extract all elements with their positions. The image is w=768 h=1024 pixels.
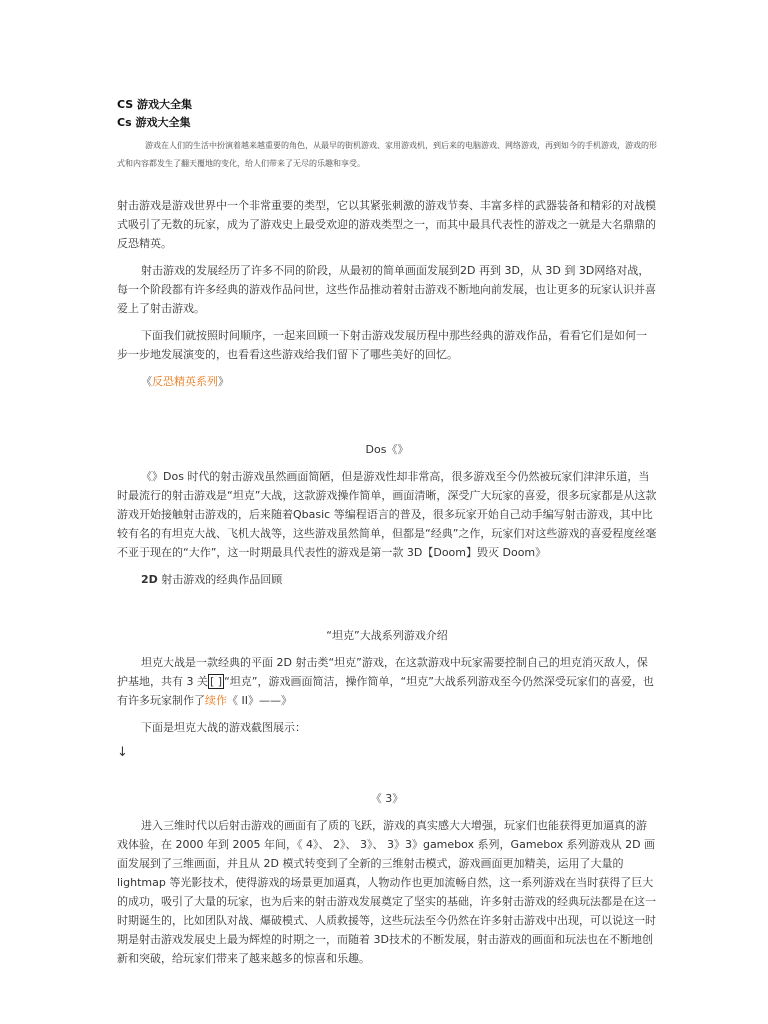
link-suffix: 》 xyxy=(218,375,229,388)
tank-text-c: 《 II》——》 xyxy=(227,694,292,707)
paragraph-3d xyxy=(117,816,657,968)
image-gap xyxy=(117,399,657,441)
paragraph-link xyxy=(117,372,657,391)
paragraph-2d-heading xyxy=(117,570,657,589)
paragraph-tank xyxy=(117,653,657,710)
heading-2d-rest: 射击游戏的经典作品回顾 xyxy=(157,573,283,586)
section-gap-2 xyxy=(117,760,657,790)
paragraph-1: 射击游戏是游戏世界中一个非常重要的类型，它以其紧张刺激的游戏节奏、丰富多样的武器装备和精彩的对战模式吸引了无数的玩家，成为了游戏史上最受欢迎的游戏类型之一，而其中最具代表性的游戏之一就是大名鼎鼎的反恐精英。 xyxy=(117,199,656,250)
down-arrow-icon: ↓ xyxy=(117,745,128,760)
document-subtitle: Cs 游戏大全集 xyxy=(117,116,191,129)
section-gap xyxy=(117,597,657,627)
paragraph-3: 下面我们就按照时间顺序，一起来回顾一下射击游戏发展历程中那些经典的游戏作品，看看它们是如何一步一步地发展演变的，也看看这些游戏给我们留下了哪些美好的回忆。 xyxy=(117,329,647,361)
p3d-a: 进入三维时代以后射击游戏的画面有了质的飞跃，游戏的真实感大大增强，玩家们也能获得更加逼真的游戏体验，在 2000 年到 2005 年间， xyxy=(117,819,647,851)
paragraph-screenshot: 下面是坦克大战的游戏截图展示： xyxy=(141,721,306,734)
series-link[interactable]: 反恐精英系列 xyxy=(152,375,218,388)
link-prefix: 《 xyxy=(141,375,152,388)
section-heading-tank: “坦克”大战系列游戏介绍 xyxy=(326,629,448,642)
paragraph-dos: 《》Dos 时代的射击游戏虽然画面简陋，但是游戏性却非常高，很多游戏至今仍然被玩家们津津乐道，当时最流行的射击游戏是“坦克”大战，这款游戏操作简单，画面清晰，深受广大玩家的喜爱，很多玩家都是从这款游戏开始接触射击游戏的，后来随着Qbasic 等编程语言的普及，很多玩家开始自己动手编写射击游戏，其中比较有名的有坦克大战、飞机大战等，这些游戏虽然简单，但都是“经典”之作，玩家们对这些游戏的喜爱程度丝毫不亚于现在的“大作”，这一时期最具代表性的游戏是第一款 3D【Doom】毁灭 Doom》 xyxy=(117,470,657,559)
tank-text-a: 坦克大战是一款经典的平面 2D 射击类“坦克”游戏，在这款游戏中玩家需要控制自己的坦克消灭敌人，保护基地，共有 3 关 xyxy=(117,656,648,688)
section-heading-3: 《 3》 xyxy=(370,792,404,805)
tank-box: [ ] xyxy=(210,675,223,688)
paragraph-2: 射击游戏的发展经历了许多不同的阶段，从最初的简单画面发展到2D 再到 3D，从 3D 到 3D网络对战，每一个阶段都有许多经典的游戏作品问世，这些作品推动着射击游戏不断地向前发展，也让更多的玩家认识并喜爱上了射击游戏。 xyxy=(117,264,656,315)
p3d-b: 《 4》、 2》、 3》、 3》3》gamebox 系列，Gamebox 系列游戏从 2D 画面发展到了三维画面，并且从 2D 模式转变到了全新的三维射击模式，游戏画面更加精美，运用了大量的 lightmap 等光影技术，使得游戏的场景更加逼真，人物动作也更加流畅自然，这一系列游戏在当时获得了巨大的成功，吸引了大量的玩家，也为后来的射击游戏发展奠定了坚实的基础，许多射击游戏的经典玩法都是在这一时期诞生的，比如团队对战、爆破模式、人质救援等，这些玩法至今仍然在许多射击游戏中出现，可以说这一时期是射击游戏发展史上最为辉煌的时期之一，而随着 3D技术的不断发展，射击游戏的画面和玩法也在不断地创新和突破，给玩家们带来了越来越多的惊喜和乐趣。 xyxy=(117,838,656,965)
tank-text-b: “坦克”，游戏画面简洁，操作简单，“坦克”大战系列游戏至今仍然深受玩家们的喜爱，也有许多玩家制作了 xyxy=(117,675,654,707)
document-body xyxy=(117,96,657,976)
section-heading-dos: Dos《》 xyxy=(365,443,409,456)
document-title: CS 游戏大全集 xyxy=(117,98,193,111)
sequel-link[interactable]: 续作 xyxy=(205,694,227,707)
bold-2d: 2D xyxy=(141,573,158,586)
intro-paragraph: 游戏在人们的生活中扮演着越来越重要的角色，从最早的街机游戏、家用游戏机，到后来的电脑游戏、网络游戏，再到如今的手机游戏，游戏的形式和内容都发生了翻天覆地的变化，给人们带来了无尽的乐趣和享受。 xyxy=(117,141,657,168)
